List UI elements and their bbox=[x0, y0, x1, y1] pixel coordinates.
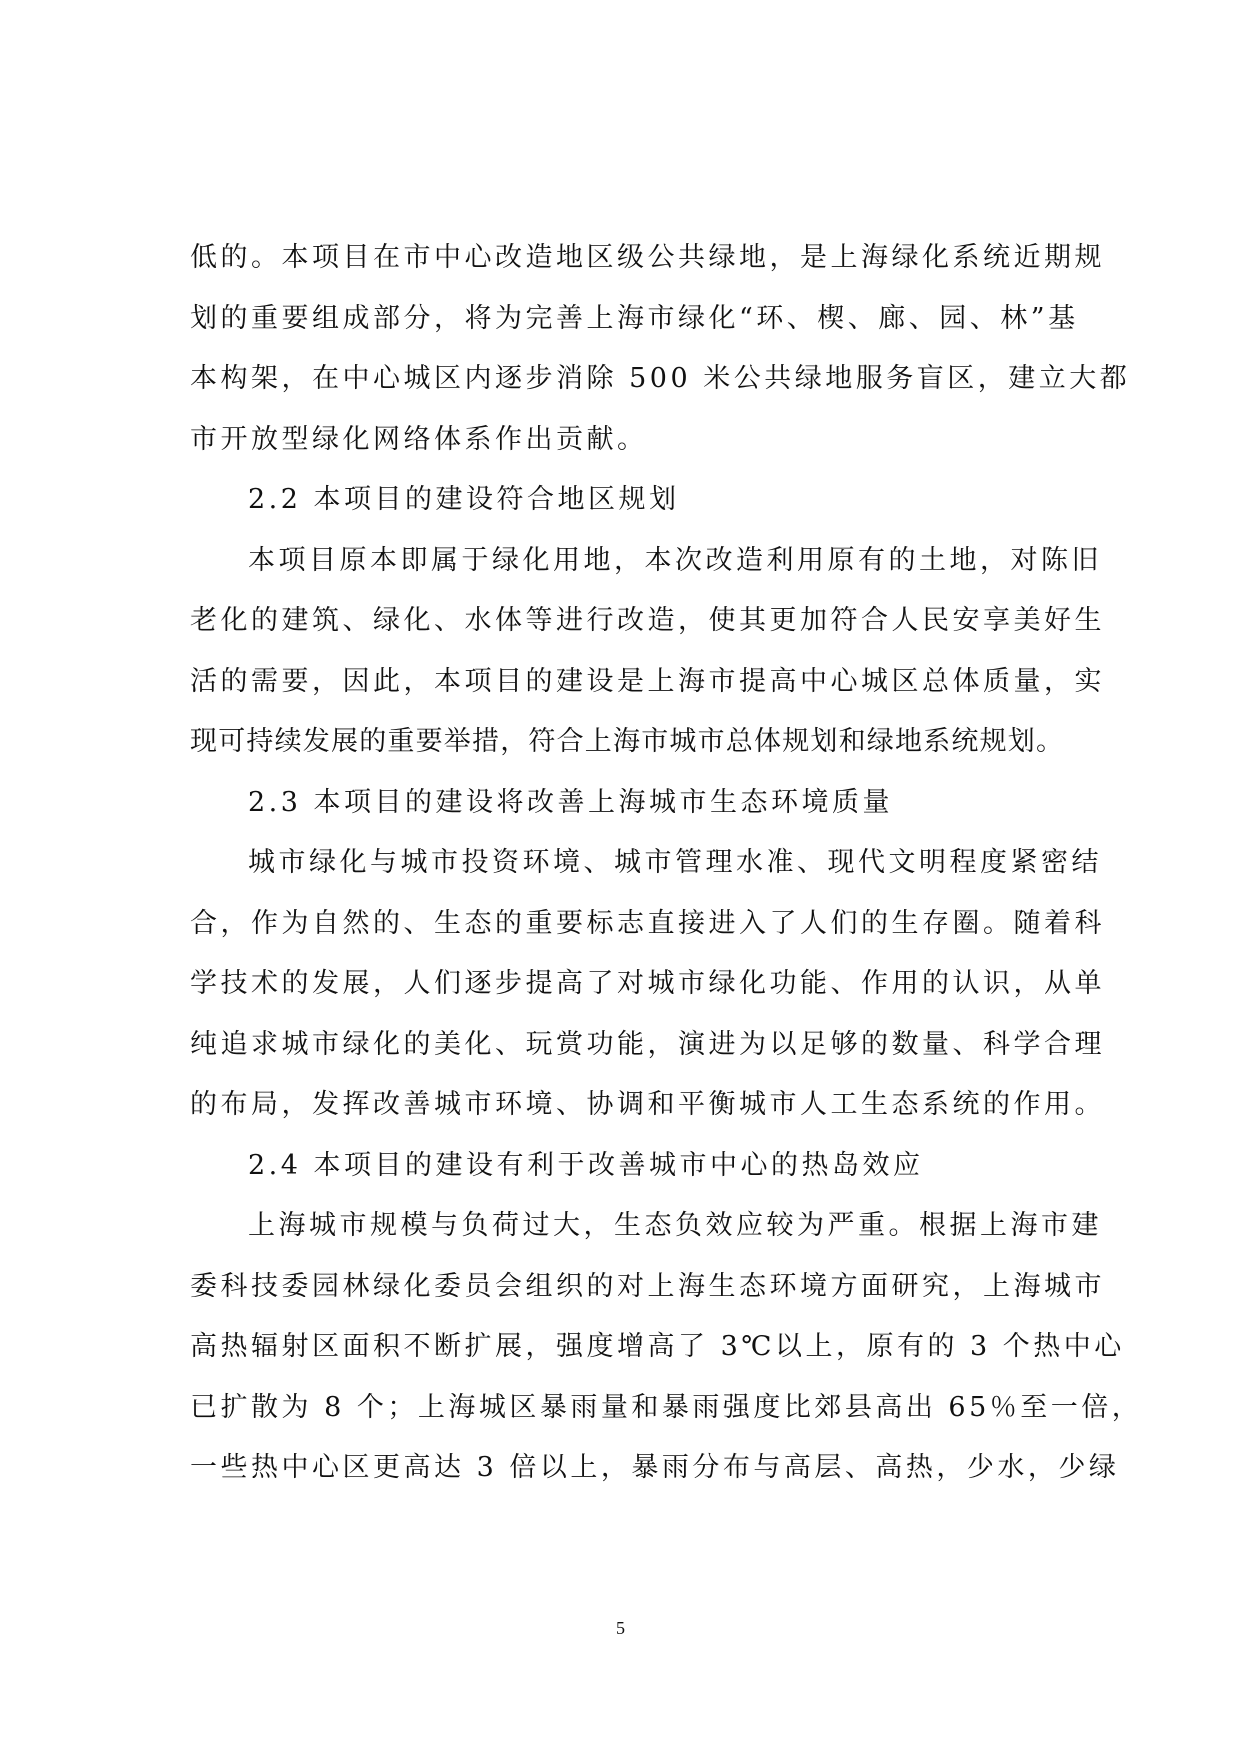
paragraph-line: 的布局，发挥改善城市环境、协调和平衡城市人工生态系统的作用。 bbox=[190, 1089, 1105, 1120]
section-heading-2-4: 2.4 本项目的建设有利于改善城市中心的热岛效应 bbox=[248, 1149, 924, 1181]
section-heading-2-3: 2.3 本项目的建设将改善上海城市生态环境质量 bbox=[248, 786, 894, 818]
body-text bbox=[190, 228, 1143, 1499]
section-heading-2-2: 2.2 本项目的建设符合地区规划 bbox=[248, 484, 680, 515]
paragraph-line: 低的。本项目在市中心改造地区级公共绿地，是上海绿化系统近期规 bbox=[190, 242, 1105, 273]
paragraph-line: 上海城市规模与负荷过大，生态负效应较为严重。根据上海市建 bbox=[248, 1210, 1102, 1241]
paragraph-line: 一些热中心区更高达 3 倍以上，暴雨分布与高层、高热，少水，少绿 bbox=[190, 1452, 1120, 1483]
page-number: 5 bbox=[616, 1618, 625, 1638]
paragraph-line: 城市绿化与城市投资环境、城市管理水准、现代文明程度紧密结 bbox=[248, 847, 1102, 878]
paragraph-line: 委科技委园林绿化委员会组织的对上海生态环境方面研究，上海城市 bbox=[190, 1270, 1105, 1302]
paragraph-line: 老化的建筑、绿化、水体等进行改造，使其更加符合人民安享美好生 bbox=[190, 605, 1105, 636]
paragraph-line: 已扩散为 8 个；上海城区暴雨量和暴雨强度比郊县高出 65％至一倍， bbox=[190, 1391, 1143, 1423]
paragraph-line: 学技术的发展，人们逐步提高了对城市绿化功能、作用的认识，从单 bbox=[190, 968, 1105, 999]
paragraph-line: 高热辐射区面积不断扩展，强度增高了 3℃以上，原有的 3 个热中心 bbox=[190, 1331, 1125, 1362]
paragraph-line: 纯追求城市绿化的美化、玩赏功能，演进为以足够的数量、科学合理 bbox=[190, 1028, 1105, 1060]
paragraph-line: 本构架，在中心城区内逐步消除 500 米公共绿地服务盲区，建立大都 bbox=[190, 363, 1131, 394]
paragraph-line: 现可持续发展的重要举措，符合上海市城市总体规划和绿地系统规划。 bbox=[190, 726, 1065, 757]
paragraph-line: 合，作为自然的、生态的重要标志直接进入了人们的生存圈。随着科 bbox=[190, 907, 1105, 939]
paragraph-line: 划的重要组成部分，将为完善上海市绿化“环、楔、廊、园、林”基 bbox=[190, 302, 1079, 334]
paragraph-line: 市开放型绿化网络体系作出贡献。 bbox=[190, 423, 648, 455]
paragraph-line: 本项目原本即属于绿化用地，本次改造利用原有的土地，对陈旧 bbox=[248, 544, 1102, 576]
paragraph-line: 活的需要，因此，本项目的建设是上海市提高中心城区总体质量，实 bbox=[190, 665, 1105, 697]
